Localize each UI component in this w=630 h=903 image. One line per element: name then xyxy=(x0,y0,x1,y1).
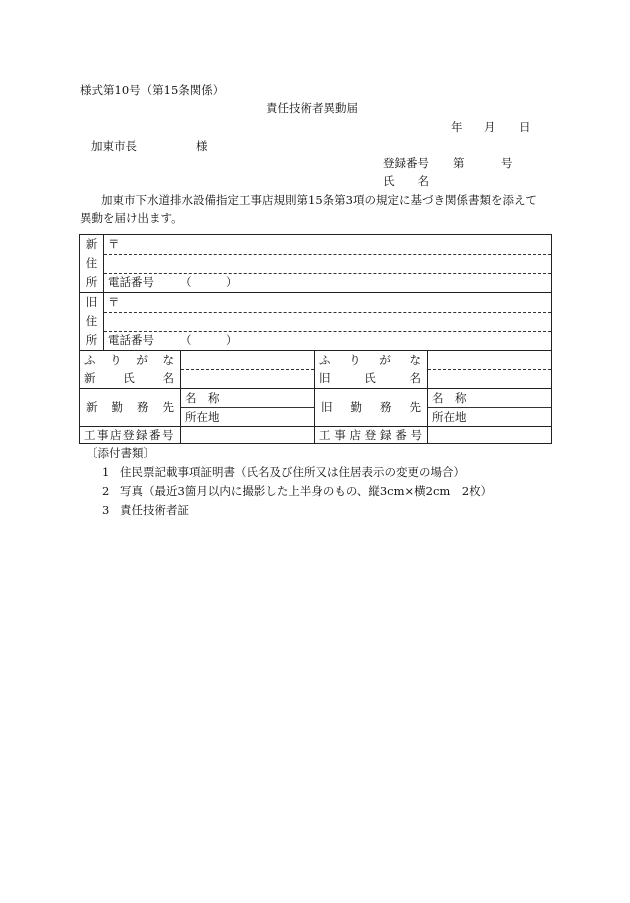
document-title: 責任技術者異動届 xyxy=(266,101,358,115)
old-furigana-input[interactable] xyxy=(428,351,551,370)
attachment-item-text: 写真（最近3箇月以内に撮影した上半身のもの、縦3cm×横2cm 2枚） xyxy=(120,484,493,498)
addressee-name: 加東市長 xyxy=(91,139,137,153)
new-address-label: 新 住 所 xyxy=(80,235,104,293)
store-registration-row xyxy=(80,427,552,444)
registration-suffix: 号 xyxy=(501,156,513,170)
registration-label: 登録番号 xyxy=(383,156,429,170)
old-workplace-name[interactable]: 名 称 xyxy=(428,389,551,408)
old-address-row xyxy=(80,293,552,351)
attachment-item-number: 2 xyxy=(102,484,110,498)
name-row xyxy=(80,351,552,389)
attachment-item-text: 住民票記載事項証明書（氏名及び住所又は住居表示の変更の場合） xyxy=(120,465,465,479)
attachment-item-number: 3 xyxy=(102,503,110,517)
workplace-row xyxy=(80,389,552,427)
new-workplace-name[interactable]: 名 称 xyxy=(181,389,314,408)
applicant-name-label: 氏 名 xyxy=(383,174,429,188)
new-phone-line[interactable]: 電話番号 （ ） xyxy=(108,275,238,289)
old-workplace-location[interactable]: 所在地 xyxy=(432,409,467,424)
date-year: 年 xyxy=(451,120,463,134)
new-postal-line[interactable]: 〒 xyxy=(104,236,551,255)
old-workplace-field[interactable] xyxy=(428,389,552,427)
new-workplace-label: 新 勤 務 先 xyxy=(80,389,181,427)
form-number: 様式第10号（第15条関係） xyxy=(80,83,225,97)
old-address-field[interactable] xyxy=(104,293,552,351)
store-registration-field-left[interactable] xyxy=(181,427,315,444)
new-workplace-location[interactable]: 所在地 xyxy=(185,409,220,424)
attachment-item-text: 責任技術者証 xyxy=(120,503,189,517)
old-address-line[interactable] xyxy=(104,313,551,332)
registration-prefix: 第 xyxy=(453,156,465,170)
store-registration-label-left: 工事店登録番号 xyxy=(80,427,181,444)
date-month: 月 xyxy=(484,120,496,134)
old-workplace-label: 旧 勤 務 先 xyxy=(315,389,428,427)
attachment-item-number: 1 xyxy=(102,465,110,479)
new-furigana-input[interactable] xyxy=(181,351,314,370)
new-name-label: ふ り が な 新 氏 名 xyxy=(80,351,181,389)
new-name-field[interactable] xyxy=(181,351,315,389)
new-address-field[interactable] xyxy=(104,235,552,293)
new-address-row xyxy=(80,235,552,293)
store-registration-field-right[interactable] xyxy=(428,427,552,444)
change-form-table xyxy=(79,234,552,444)
old-name-label: ふ り が な 旧 氏 名 xyxy=(315,351,428,389)
old-name-field[interactable] xyxy=(428,351,552,389)
attachments-heading: 〔添付書類〕 xyxy=(86,446,155,460)
body-text-line1: 加東市下水道排水設備指定工事店規則第15条第3項の規定に基づき関係書類を添えて xyxy=(101,193,537,207)
old-name-input[interactable] xyxy=(428,370,551,388)
old-phone-line[interactable]: 電話番号 （ ） xyxy=(108,333,238,347)
date-day: 日 xyxy=(519,120,531,134)
new-name-input[interactable] xyxy=(181,370,314,388)
new-workplace-field[interactable] xyxy=(181,389,315,427)
old-postal-line[interactable]: 〒 xyxy=(104,294,551,313)
body-text-line2: 異動を届け出ます。 xyxy=(80,211,183,225)
addressee-suffix: 様 xyxy=(196,139,208,153)
old-address-label: 旧 住 所 xyxy=(80,293,104,351)
new-address-line[interactable] xyxy=(104,255,551,274)
store-registration-label-right: 工 事 店 登 録 番 号 xyxy=(315,427,428,444)
